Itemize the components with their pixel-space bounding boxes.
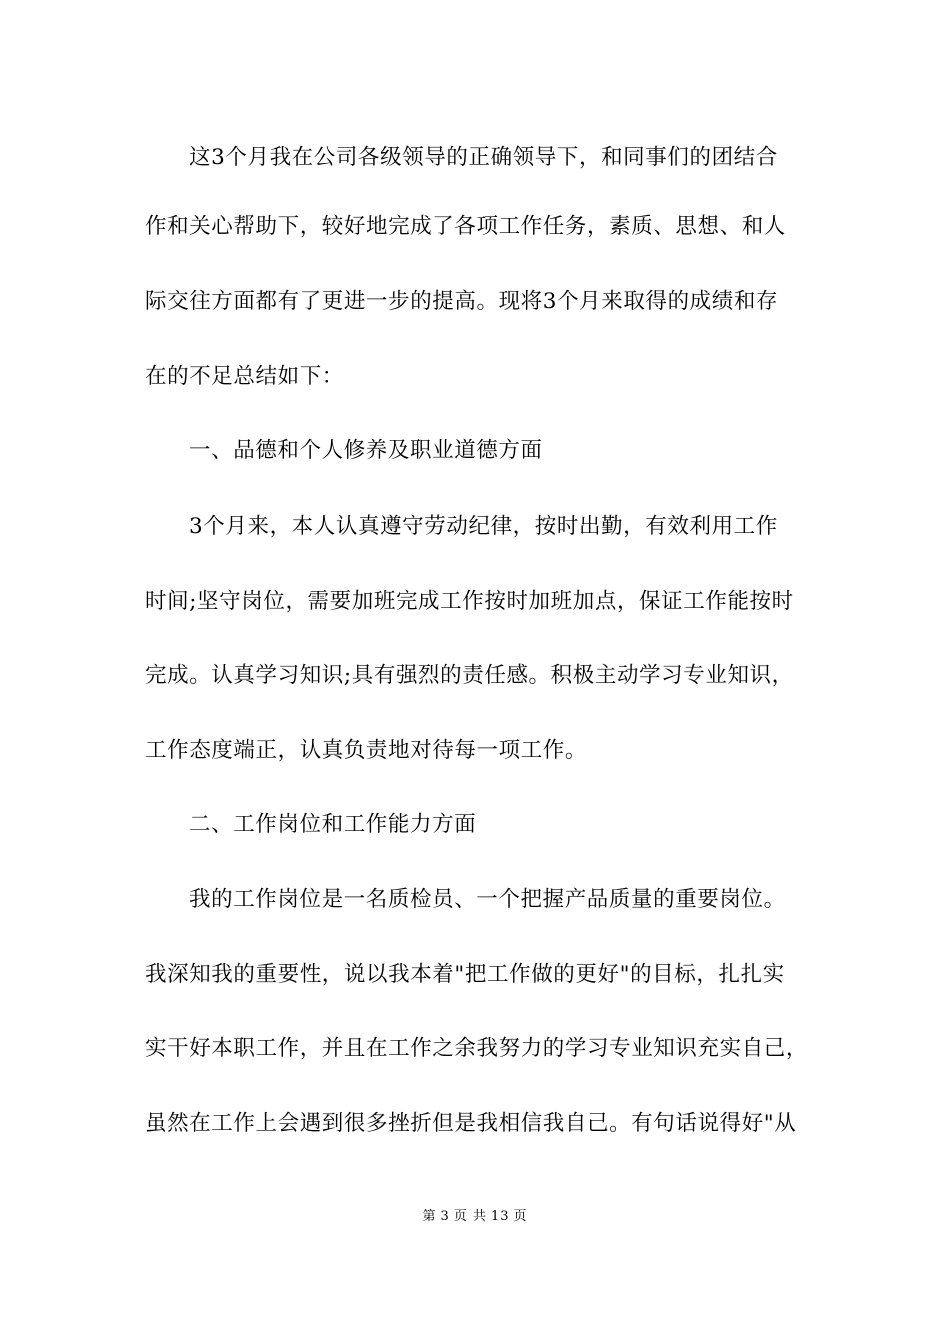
paragraph-line: 工作态度端正，认真负责地对待每一项工作。 (145, 738, 588, 763)
footer-suffix: 页 (513, 1209, 528, 1224)
footer-middle: 页 共 (453, 1209, 487, 1224)
paragraph-line: 完成。认真学习知识;具有强烈的责任感。积极主动学习专业知识， (145, 663, 794, 688)
footer-current-page: 3 (440, 1209, 450, 1224)
paragraph-line: 在的不足总结如下： (145, 364, 344, 389)
footer-total-pages: 13 (490, 1209, 510, 1224)
paragraph-line: 3个月来，本人认真遵守劳动纪律，按时出勤，有效利用工作 (189, 514, 778, 539)
paragraph-line: 我深知我的重要性，说以我本着"把工作做的更好"的目标，扎扎实 (145, 962, 785, 987)
section-heading: 一、品德和个人修养及职业道德方面 (189, 438, 543, 463)
footer-prefix: 第 (422, 1209, 437, 1224)
paragraph-line: 际交往方面都有了更进一步的提高。现将3个月来取得的成绩和存 (145, 289, 779, 314)
paragraph-line: 时间;坚守岗位，需要加班完成工作按时加班加点，保证工作能按时 (145, 589, 794, 614)
paragraph-line: 实干好本职工作，并且在工作之余我努力的学习专业知识充实自己， (145, 1036, 809, 1061)
paragraph-line: 这3个月我在公司各级领导的正确领导下，和同事们的团结合 (189, 145, 778, 170)
page-footer (0, 1208, 950, 1226)
paragraph-line: 作和关心帮助下，较好地完成了各项工作任务，素质、思想、和人 (145, 214, 786, 239)
section-heading: 二、工作岗位和工作能力方面 (189, 812, 477, 837)
paragraph-line: 虽然在工作上会遇到很多挫折但是我相信我自己。有句话说得好"从 (145, 1111, 797, 1136)
paragraph-line: 我的工作岗位是一名质检员、一个把握产品质量的重要岗位。 (189, 887, 786, 912)
